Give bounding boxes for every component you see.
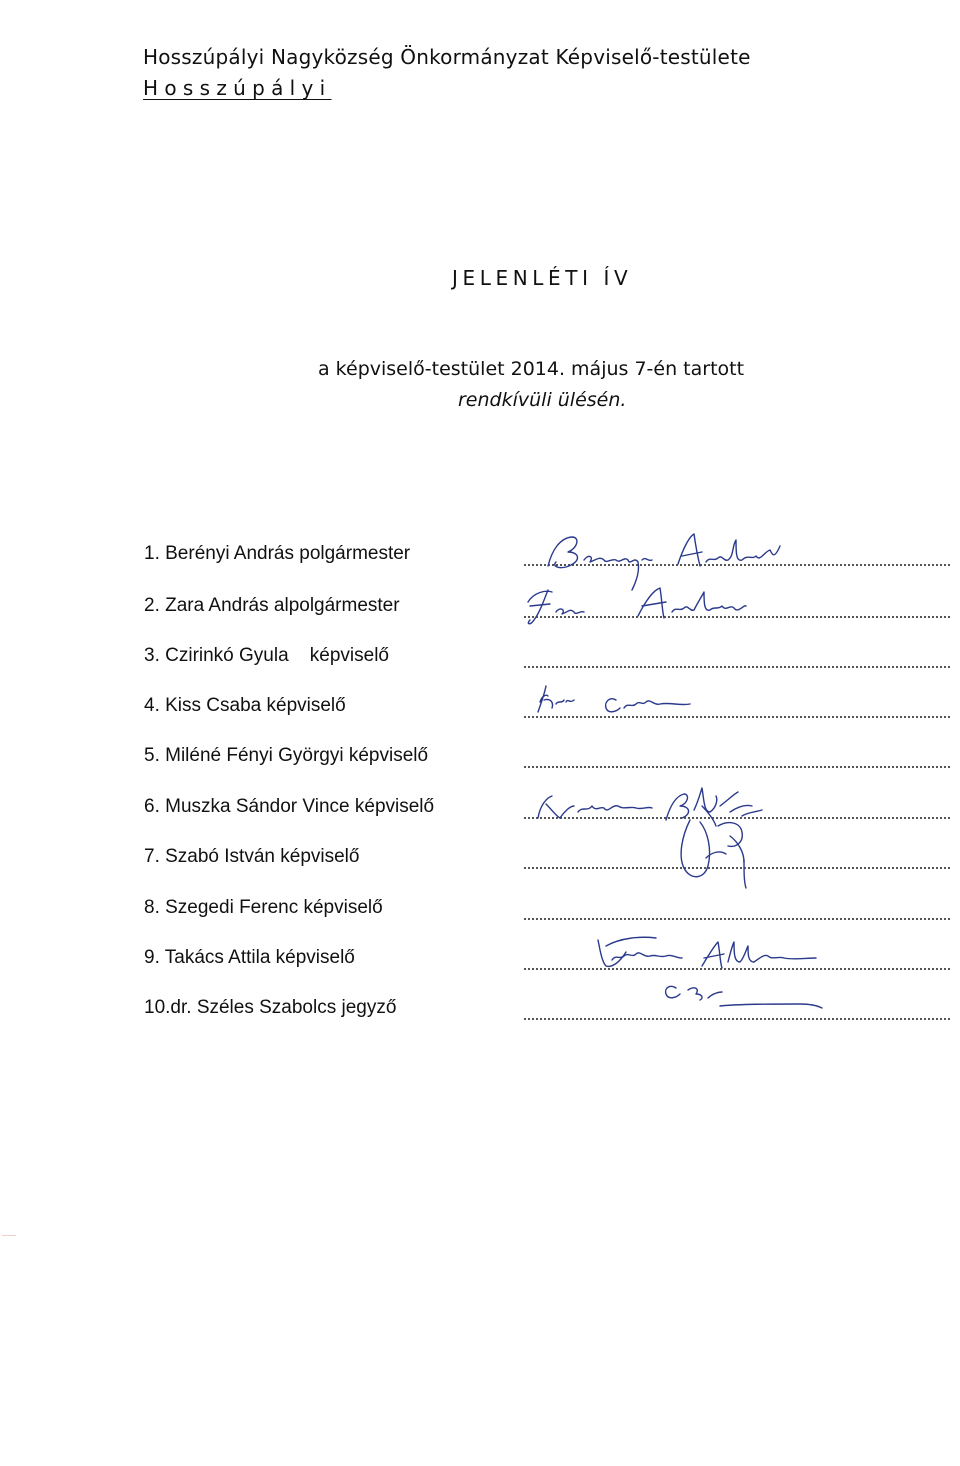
signature-line: [524, 564, 950, 566]
attendee-name: 7. Szabó István képviselő: [144, 846, 360, 867]
signature-line: [524, 616, 950, 618]
attendee-row: [0, 543, 960, 583]
attendee-row: [0, 997, 960, 1037]
meeting-description: a képviselő-testület 2014. május 7-én tartott: [318, 358, 745, 380]
signature-line: [524, 918, 950, 920]
attendee-row: [0, 595, 960, 635]
signature-line: [524, 1018, 950, 1020]
attendee-row: [0, 645, 960, 685]
attendee-row: [0, 745, 960, 785]
place-name: Hosszúpályi: [143, 76, 332, 100]
attendee-row: [0, 695, 960, 735]
signature-line: [524, 766, 950, 768]
signature-line: [524, 817, 950, 819]
attendee-row: [0, 897, 960, 937]
attendee-row: [0, 947, 960, 987]
signature-line: [524, 867, 950, 869]
attendee-name: 3. Czirinkó Gyula képviselő: [144, 645, 389, 666]
attendee-name: 4. Kiss Csaba képviselő: [144, 695, 346, 716]
organization-name: Hosszúpályi Nagyközség Önkormányzat Képviselő-testülete: [143, 45, 751, 69]
signature-line: [524, 968, 950, 970]
meeting-type: rendkívüli ülésén.: [458, 389, 627, 411]
signature-line: [524, 716, 950, 718]
attendee-name: 5. Miléné Fényi Györgyi képviselő: [144, 745, 429, 766]
attendee-name: 8. Szegedi Ferenc képviselő: [144, 897, 383, 918]
scan-edge-mark: [2, 1235, 16, 1236]
attendee-name: 9. Takács Attila képviselő: [144, 947, 355, 968]
signature-line: [524, 666, 950, 668]
attendee-row: [0, 796, 960, 836]
attendee-name: 1. Berényi András polgármester: [144, 543, 411, 564]
attendee-name: 10.dr. Széles Szabolcs jegyző: [144, 997, 397, 1018]
attendee-name: 2. Zara András alpolgármester: [144, 595, 400, 616]
attendee-name: 6. Muszka Sándor Vince képviselő: [144, 796, 435, 817]
document-title: JELENLÉTI ÍV: [452, 266, 633, 290]
attendee-row: [0, 846, 960, 886]
